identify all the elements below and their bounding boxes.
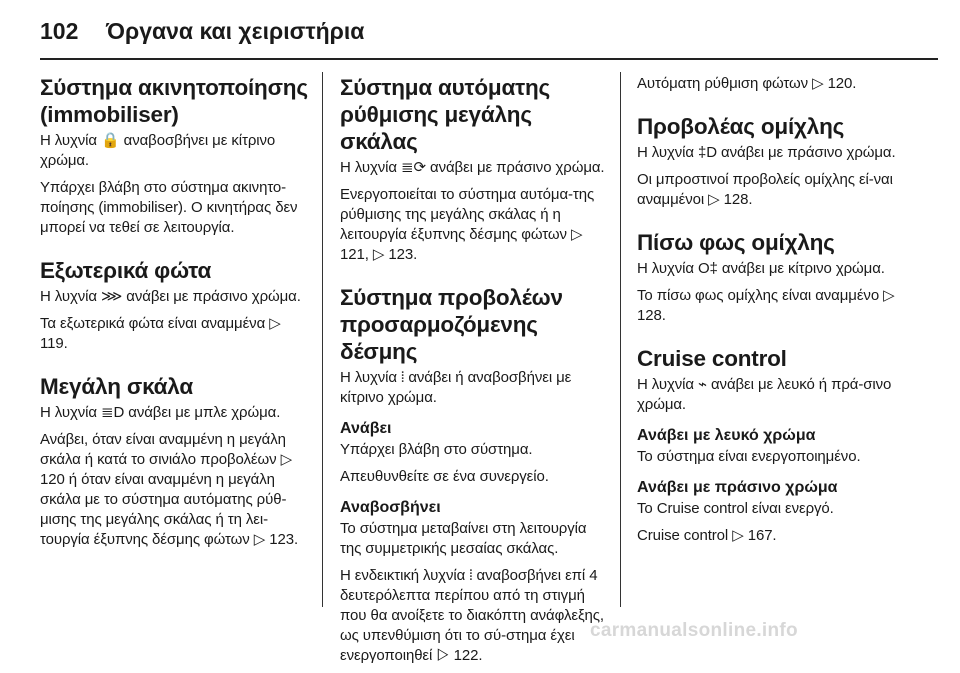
subsection-heading: Αναβοσβήνει [340, 499, 441, 516]
section-heading: Προβολέας ομίχλης [637, 114, 845, 139]
paragraph: Η λυχνία ⌁ ανάβει με λευκό ή πρά‐σινο χρώμα. [637, 376, 892, 413]
paragraph: Αυτόματη ρύθμιση φώτων ▷ 120. [637, 75, 857, 92]
section-cruise-control [637, 345, 927, 546]
paragraph: Υπάρχει βλάβη στο σύστημα ακινητο‐ποίησης (immobiliser). Ο κινητήρας δεν μπορεί να τεθεί σε λειτουργία. [40, 179, 298, 236]
column-2 [340, 74, 606, 673]
subsection-heading: Ανάβει με πράσινο χρώμα [637, 479, 838, 496]
section-heading: Cruise control [637, 346, 787, 371]
paragraph: Ενεργοποιείται το σύστημα αυτόμα‐της ρύθμισης της μεγάλης σκάλας ή η λειτουργία έξυπνης δέσμης φώτων ▷ 121, ▷ 123. [340, 186, 595, 263]
paragraph: Η λυχνία ≣⟳ ανάβει με πράσινο χρώμα. [340, 159, 605, 176]
paragraph: Η ενδεικτική λυχνία ⦙ αναβοσβήνει επί 4 δευτερόλεπτα περίπου από τη στιγμή που θα ανοίξετε το διακόπτη ανάφλεξης, ως υπενθύμιση ότι το σύ‐στημα έχει ενεργοποιηθεί ▷ 122. [340, 567, 604, 664]
watermark: carmanualsonline.info [590, 620, 798, 641]
section-rear-fog [637, 229, 927, 326]
paragraph: Η λυχνία ≣D ανάβει με μπλε χρώμα. [40, 404, 281, 421]
paragraph: Η λυχνία ⦙ ανάβει ή αναβοσβήνει με κίτρινο χρώμα. [340, 369, 572, 406]
paragraph: Υπάρχει βλάβη στο σύστημα. [340, 441, 533, 458]
section-exterior-lights [40, 257, 308, 354]
section-heading: Σύστημα προβολέων προσαρμοζόμενης δέσμης [340, 285, 563, 364]
column-3 [637, 74, 927, 553]
section-auto-high-beam [340, 74, 606, 265]
subsection-heading: Ανάβει με λευκό χρώμα [637, 427, 816, 444]
section-heading: Σύστημα ακινητοποίησης (immobiliser) [40, 75, 308, 127]
paragraph: Ανάβει, όταν είναι αναμμένη η μεγάλη σκάλα ή κατά το σινιάλο προβολέων ▷ 120 ή όταν είναι αναμμένη η μεγάλη σκάλα με το σύστημα αυτόματης ρύθ‐μισης της μεγάλης σκάλας ή τη λει‐τουργία έξυπνης δέσμης φώτων ▷ 123. [40, 431, 299, 548]
paragraph: Η λυχνία ‡D ανάβει με πράσινο χρώμα. [637, 144, 896, 161]
paragraph: Η λυχνία ⋙ ανάβει με πράσινο χρώμα. [40, 288, 301, 305]
section-heading: Πίσω φως ομίχλης [637, 230, 835, 255]
section-immobiliser [40, 74, 308, 238]
section-high-beam [40, 373, 308, 550]
header-rule [40, 58, 938, 60]
column-divider [322, 72, 323, 607]
column-1 [40, 74, 308, 557]
paragraph: Η λυχνία O‡ ανάβει με κίτρινο χρώμα. [637, 260, 885, 277]
section-heading: Εξωτερικά φώτα [40, 258, 212, 283]
paragraph: Cruise control ▷ 167. [637, 527, 777, 544]
paragraph: Οι μπροστινοί προβολείς ομίχλης εί‐ναι αναμμένοι ▷ 128. [637, 171, 893, 208]
subsection-heading: Ανάβει [340, 420, 392, 437]
page-header [0, 0, 960, 62]
paragraph: Το σύστημα μεταβαίνει στη λειτουργία της συμμετρικής μεσαίας σκάλας. [340, 520, 587, 557]
section-heading: Σύστημα αυτόματης ρύθμισης μεγάλης σκάλας [340, 75, 551, 154]
section-heading: Μεγάλη σκάλα [40, 374, 193, 399]
paragraph: Το πίσω φως ομίχλης είναι αναμμένο ▷ 128. [637, 287, 895, 324]
paragraph: Η λυχνία 🔒 αναβοσβήνει με κίτρινο χρώμα. [40, 132, 276, 169]
page-number: 102 [40, 18, 79, 44]
page-title: Όργανα και χειριστήρια [106, 18, 365, 44]
paragraph: Το Cruise control είναι ενεργό. [637, 500, 834, 517]
paragraph: Το σύστημα είναι ενεργοποιημένο. [637, 448, 861, 465]
section-front-fog [637, 113, 927, 210]
column-divider [620, 72, 621, 607]
section-adaptive-lighting [340, 284, 606, 666]
paragraph: Απευθυνθείτε σε ένα συνεργείο. [340, 468, 549, 485]
paragraph: Τα εξωτερικά φώτα είναι αναμμένα ▷ 119. [40, 315, 281, 352]
